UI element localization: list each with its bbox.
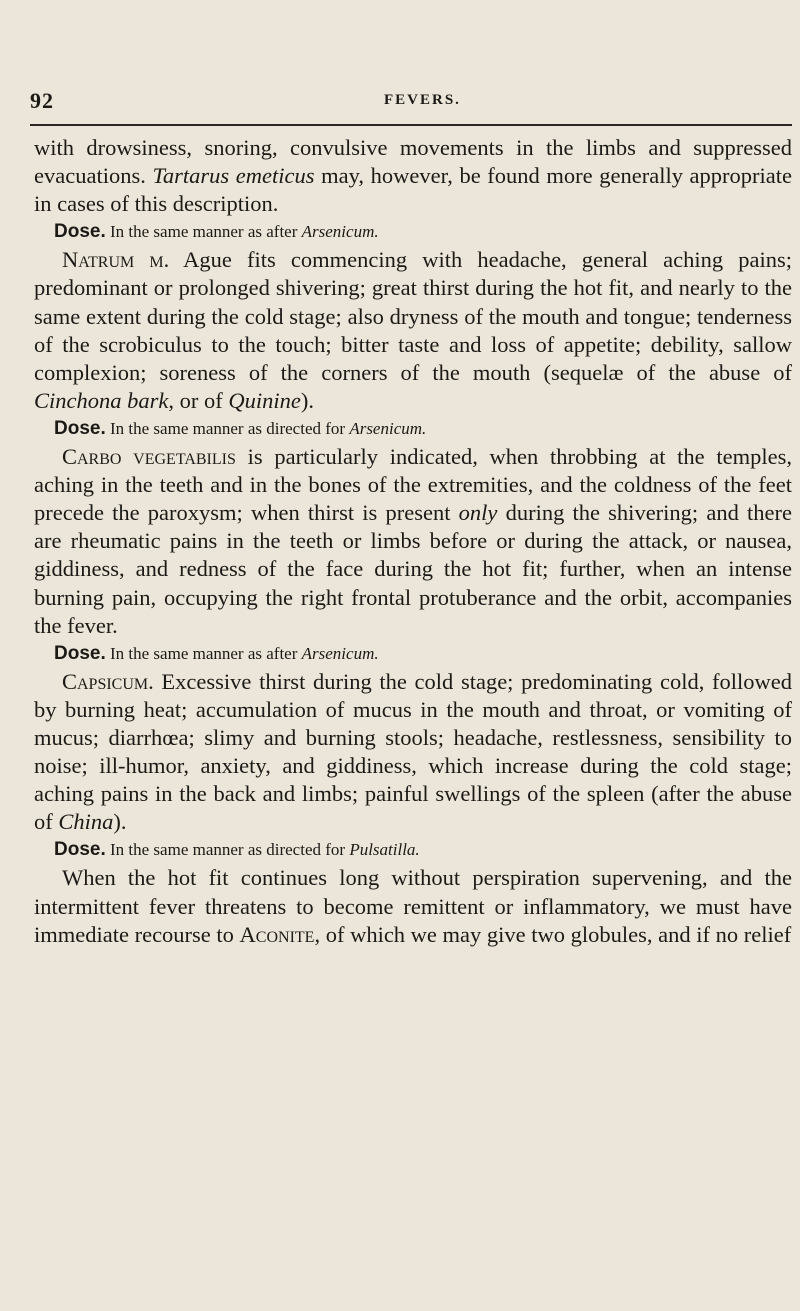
- running-head: FEVERS.: [384, 92, 461, 108]
- remedy-name: Natrum m.: [62, 247, 170, 273]
- remedy-name: Carbo vegetabilis: [62, 444, 236, 470]
- paragraph-capsicum: Capsicum. Excessive thirst during the cold stage; predominating cold, followed by burning heat; accumulation of mucus in the mouth and throat, or vomiting of mucus; diarrhœa; slimy and burning stools; headache, restlessness, sensibility to noise; ill-humor, anxiety, and giddiness, which increase during the cold stage; aching pains in the back and limbs; painful swellings of the spleen (after the abuse of China).: [34, 668, 792, 835]
- paragraph-1: with drowsiness, snoring, convulsive movements in the limbs and suppressed evacuations. Tartarus emeticus may, however, be found more generally appropriate in cases of this description.: [34, 135, 793, 217]
- page-header: [30, 88, 792, 112]
- dose-line-4: Dose. In the same manner as directed for Pulsatilla.: [54, 839, 420, 861]
- paragraph-natrum: Natrum m. Ague fits commencing with headache, general aching pains; predominant or prolonged shivering; great thirst during the hot fit, and nearly to the same extent during the cold stage; also dryness of the mouth and tongue; tenderness of the scrobiculus to the touch; bitter taste and loss of appetite; debility, sallow complexion; soreness of the corners of the mouth (sequelæ of the abuse of Cinchona bark, or of Quinine).: [34, 247, 792, 413]
- dose-line-3: Dose. In the same manner as after Arsenicum.: [54, 642, 379, 664]
- body-text: [34, 134, 792, 949]
- remedy-name: Capsicum.: [62, 668, 154, 694]
- dose-line-2: Dose. In the same manner as directed for Arsenicum.: [54, 417, 427, 439]
- paragraph-aconite: When the hot fit continues long without perspiration supervening, and the intermittent fever threatens to become remittent or inflammatory, we must have immediate recourse to Aconite, of which we may give two globules, and if no relief: [34, 865, 792, 947]
- header-rule: [30, 124, 792, 126]
- page-number: 92: [30, 88, 54, 113]
- dose-line-1: Dose. In the same manner as after Arsenicum.: [54, 221, 379, 243]
- remedy-name: Aconite: [239, 921, 315, 947]
- paragraph-carbo: Carbo vegetabilis is particularly indicated, when throbbing at the temples, aching in the teeth and in the bones of the extremities, and the coldness of the feet precede the paroxysm; when thirst is present only during the shivering; and there are rheumatic pains in the teeth or limbs before or during the attack, or nausea, giddiness, and redness of the face during the hot fit; further, when an intense burning pain, occupying the right frontal protuberance and the orbit, accompanies the fever.: [34, 444, 792, 638]
